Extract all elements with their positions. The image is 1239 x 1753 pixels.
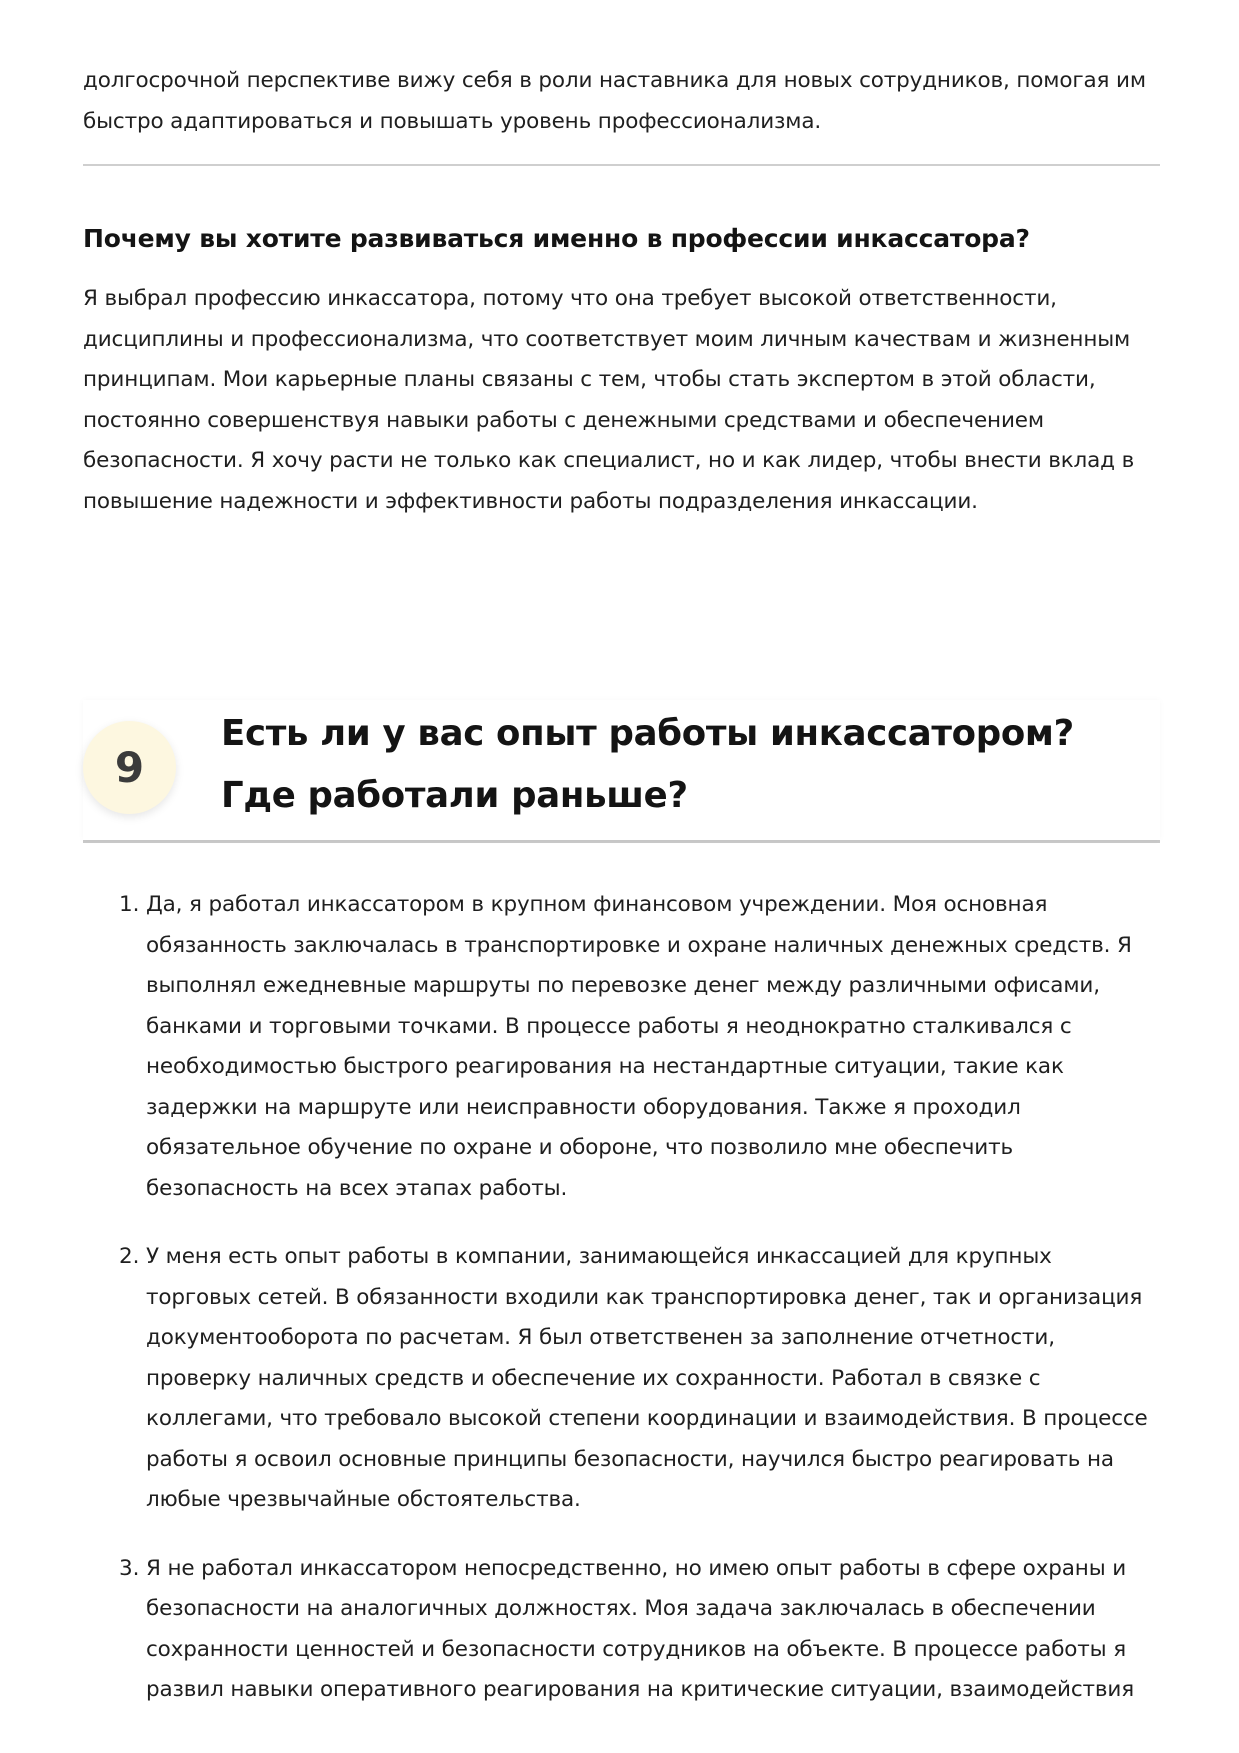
list-item-number: 1. [119, 892, 140, 917]
answer-list [83, 885, 1160, 1711]
list-item [83, 885, 1160, 1209]
list-item-text: У меня есть опыт работы в компании, занимающейся инкассацией для крупных торговых сетей. В обязанности входили как транспортировка денег, так и организация документооборота по расчетам. Я был ответственен за заполнение отчетности, проверку наличных средств и обеспечение их сохранности. Работал в связке с коллегами, что требовало высокой степени координации и взаимодействия. В процессе работы я освоил основные принципы безопасности, научился быстро реагировать на любые чрезвычайные обстоятельства. [146, 1244, 1148, 1512]
list-item-number: 3. [119, 1555, 140, 1581]
document-page [83, 0, 1160, 1739]
question-number-badge: 9 [83, 721, 176, 814]
intro-paragraph: долгосрочной перспективе вижу себя в роли наставника для новых сотрудников, помогая им быстро адаптироваться и повышать уровень профессионализма. [83, 68, 1146, 134]
question-title: Есть ли у вас опыт работы инкассатором? Где работали раньше? [221, 713, 1074, 816]
question-divider [83, 840, 1160, 843]
section-heading: Почему вы хотите развиваться именно в профессии инкассатора? [83, 224, 1030, 253]
list-item [83, 1549, 1160, 1711]
list-item [83, 1237, 1160, 1521]
list-item-number: 2. [119, 1244, 140, 1269]
list-item-text: Я не работал инкассатором непосредственно, но имею опыт работы в сфере охраны и безопасности на аналогичных должностях. Моя задача заключалась в обеспечении сохранности ценностей и безопасности сотрудников на объекте. В процессе работы я развил навыки оперативного реагирования на критические ситуации, взаимодействия [146, 1555, 1135, 1702]
section-answer: Я выбрал профессию инкассатора, потому что она требует высокой ответственности, дисциплины и профессионализма, что соответствует моим личным качествам и жизненным принципам. Мои карьерные планы связаны с тем, чтобы стать экспертом в этой области, постоянно совершенствуя навыки работы с денежными средствами и обеспечением безопасности. Я хочу расти не только как специалист, но и как лидер, чтобы внести вклад в повышение надежности и эффективности работы подразделения инкассации. [83, 286, 1135, 514]
section-divider [83, 164, 1160, 166]
list-item-text: Да, я работал инкассатором в крупном финансовом учреждении. Моя основная обязанность заключалась в транспортировке и охране наличных денежных средств. Я выполнял ежедневные маршруты по перевозке денег между различными офисами, банками и торговыми точками. В процессе работы я неоднократно сталкивался с необходимостью быстрого реагирования на нестандартные ситуации, такие как задержки на маршруте или неисправности оборудования. Также я проходил обязательное обучение по охране и обороне, что позволило мне обеспечить безопасность на всех этапах работы. [146, 892, 1132, 1201]
question-header [83, 700, 1160, 840]
